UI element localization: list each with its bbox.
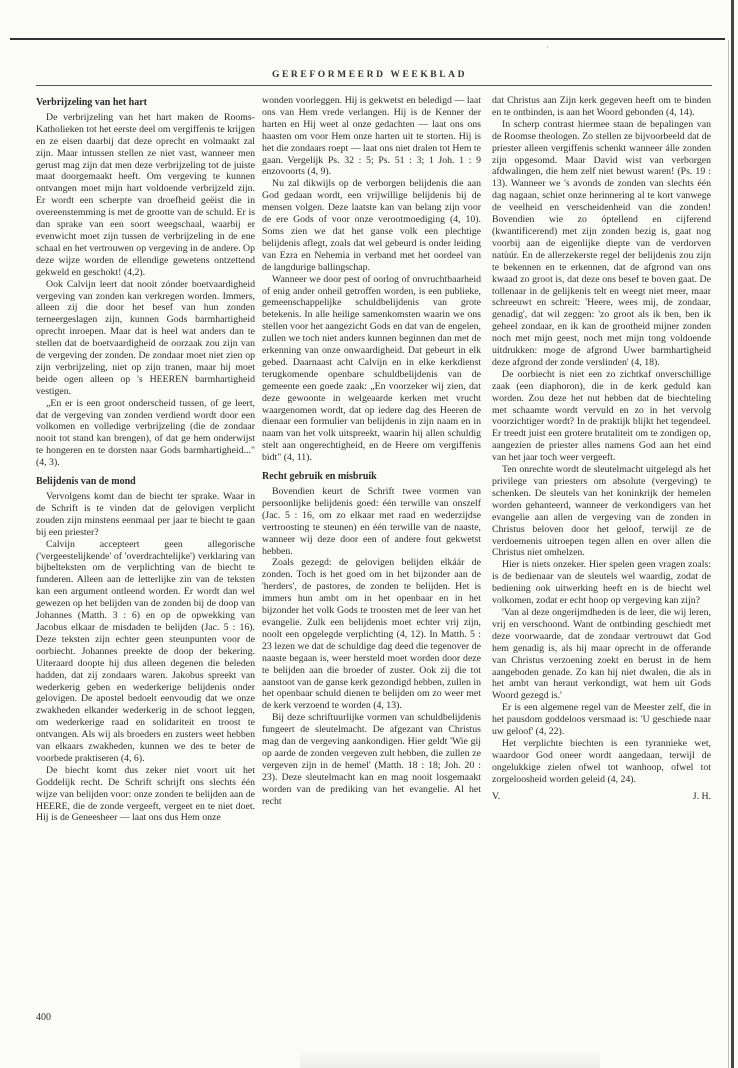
scan-shadow <box>300 1050 600 1068</box>
column-middle <box>262 95 481 807</box>
top-rule <box>10 38 725 40</box>
paragraph: dat Christus aan Zijn kerk gegeven heeft om te binden en te ontbinden, is aan het Woord gebonden (4, 14). <box>492 95 711 118</box>
page-number: 400 <box>36 1012 51 1023</box>
header-rule <box>36 85 712 86</box>
paragraph: De biecht komt dus zeker niet voort uit het Goddelijk recht. De Schrift schrijft ons slechts één wijze van belijden voor: onze zonden te belijden aan de HEERE, die de zonde vergeeft, vergeet en te niet doet. Hij is de Geneesheer — laat ons dus Hem onze <box>36 764 255 824</box>
section-heading: Recht gebruik en misbruik <box>262 471 377 483</box>
paragraph: Bij deze schriftuurlijke vormen van schuldbelijdenis fungeert de sleutelmacht. De afgezant van Christus mag dan de vergeving aankondigen. Hier geldt 'Wie gij op aarde de zonden vergeven zult hebben, die zullen ze vergeven zijn in de hemel' (Matth. 18 : 18; Joh. 20 : 23). Deze sleutelmacht kan en mag nooit losgemaakt worden van de prediking van het evangelie. Al het recht <box>262 712 481 807</box>
signature-line <box>492 791 711 803</box>
signature-initials: J. H. <box>692 790 711 802</box>
paragraph: Ook Calvijn leert dat nooit zónder boetvaardigheid vergeving van zonden kan verkregen worden. Immers, alleen zij die door het besef van hun zonden terneergeslagen zijn, kunnen Gods barmhartigheid oprecht inroepen. Maar dat is heel wat anders dan te stellen dat de boetvaardigheid de oorzaak zou zijn van de vergeving der zonden. De zondaar moet niet zien op zijn verbrijzeling, niet op zijn tranen, maar hij moet beide ogen alleen op 's HEEREN barmhartigheid vestigen. <box>36 278 255 397</box>
paragraph: Het verplichte biechten is een tyrannieke wet, waardoor God oneer wordt aangedaan, terwijl de ongelukkige zielen ofwel tot wanhoop, ofwel tot zorgeloosheid worden geleid (4, 24). <box>492 737 711 785</box>
paragraph: De oorbiecht is niet een zo zichtkaf onverschillige zaak (een diaphoron), die in de kerk geduld kan worden. Zou deze het nut hebben dat de biechteling met schaamte wordt vervuld en zo in het vervolg voorzichtiger wordt? In de praktijk blijkt het tegendeel. Er treedt juist een grotere brutaliteit om te zondigen op, aangezien de priester alles namens God aan het eind van het jaar toch weer vergeeft. <box>492 368 711 464</box>
paragraph: wonden voorleggen. Hij is gekwetst en beledigd — laat ons van Hem vrede verlangen. Hij is de Kenner der harten en Hij weet al onze gedachten — laat ons ons haasten om voor Hem onze harten uit te storten. Hij is het die zondaars roept — laat ons niet dralen tot Hem te gaan. Vergelijk Ps. 32 : 5; Ps. 51 : 3; 1 Joh. 1 : 9 enzovoorts (4, 9). <box>262 95 481 178</box>
paragraph: „En er is een groot onderscheid tussen, of ge leert, dat de vergeving van zonden verdiend wordt door een volkomen en volledige verbrijzeling (die de zondaar nooit tot stand kan brengen), of dat ge hem onderwijst te hongeren en te dorsten naar Gods barmhartigheid..." (4, 3). <box>36 397 255 469</box>
paragraph: Nu zal dikwijls op de verborgen belijdenis die aan God gedaan wordt, een vrijwillige belijdenis bij de mensen volgen. Deze laatste kan van belang zijn voor de ere Gods of voor onze verootmoediging (4, 10). Soms zien we dat het ganse volk een plechtige belijdenis aflegt, zoals dat wel gebeurd is onder leiding van Ezra en Nehemia in verband met het oordeel van de langdurige ballingschap. <box>262 178 481 273</box>
column-right <box>492 95 711 802</box>
page-edge-shadow <box>728 40 729 1068</box>
paragraph: Hier is niets onzeker. Hier spelen geen vragen zoals: is de bedienaar van de sleutels wel waardig, zodat de bediening ook uitwerking heeft en is de biecht wel volkomen, zodat er echt hoop op vergeving kan zijn? <box>492 559 711 607</box>
paragraph: De verbrijzeling van het hart maken de Rooms-Katholieken tot het eerste deel om vergiffenis te krijgen en ze eisen daarbij dat deze oprecht en volmaakt zal zijn. Maar intussen stellen ze niet vast, wanneer men gerust mag zijn dat men deze verbrijzeling tot de juiste maat doorgemaakt heeft. Om vergeving te kunnen ontvangen moet mijn hart voldoende verbrijzeld zijn. Er wordt een scherpte van droefheid geëist die in overeenstemming is met de grootte van de schuld. Er is dan sprake van een soort weegschaal, waarbij er evenwicht moet zijn tussen de verbrijzeling in de ene schaal en het vertrouwen op vergeving in de andere. Op deze wijze worden de ellendige gewetens ontzettend gekweld en geschokt! (4,2). <box>36 111 255 278</box>
paragraph: Er is een algemene regel van de Meester zelf, die in het pausdom goddeloos versmaad is: 'U geschiede naar uw geloof' (4, 22). <box>492 702 711 738</box>
paragraph: Wanneer we door pest of oorlog of onvruchtbaarheid of enig ander onheil getroffen worden, is een publieke, gemeenschappelijke schuldbelijdenis van grote betekenis. In alle heilige samenkomsten waarin we ons stellen voor het aangezicht Gods en dat van de engelen, zullen we toch niet anders kunnen beginnen dan met de erkenning van onze onwaardigheid. Dat gebeurt in elk gebed. Daarnaast acht Calvijn en in elke kerkdienst terugkomende openbare schuldbelijdenis van de gemeente een goede zaak: „En voorzeker wij zien, dat deze gewoonte in welgeaarde kerken met vrucht waargenomen wordt, dat op iedere dag des Heeren de dienaar een formulier van belijdenis in zijn naam en in naam van het volk uitspreekt, waarin hij allen schuldig stelt aan ongerechtigheid, en de Heere om vergiffenis bidt" (4, 11). <box>262 273 481 464</box>
paragraph: Calvijn accepteert geen allegorische ('vergeestelijkende' of 'overdrachtelijke') verklaring van bijbelteksten om de verplichting van de biecht te funderen. Alleen aan de letterlijke zin van de teksten kan een argument ontleend worden. Er wordt dan wel gewezen op het belijden van de zonden bij de doop van Johannes (Matth. 3 : 6) en op de opwekking van Jacobus elkaar de misdaden te belijden (Jac. 5 : 16). Deze teksten zijn echter geen steunpunten voor de oorbiecht. Johannes preekte de doop der bekering. Uiteraard doopte hij dus alleen degenen die beleden hadden, dat zij zondaars waren. Jakobus spreekt van wederkerig geben en wederkerige belijdenis onder gelovigen. De apostel bedoelt eenvoudig dat we onze zwakheden elkander wederkerig in de schoot leggen, om wederkerige raad en solidariteit en troost te ontvangen. Als wij als broeders en zusters weet hebben van elkaars zwakheden, kunnen we des te beter de voorbede praktiseren (4, 6). <box>36 538 255 764</box>
signature-left: V. <box>492 790 501 802</box>
paragraph: Ten onrechte wordt de sleutelmacht uitgelegd als het privilege van priesters om absolute (vergeving) te schenken. De sleutels van het koninkrijk der hemelen worden gehanteerd, wanneer de verkondigers van het evangelie aan allen de vergeving van de zonden in Christus beloven door het geloof, terwijl ze de verdoemenis uitroepen tegen allen en over allen die Christus niet omhelzen. <box>492 464 711 559</box>
section-heading: Verbrijzeling van het hart <box>36 97 148 108</box>
paragraph: In scherp contrast hiermee staan de bepalingen van de Roomse theologen. Zo stellen ze bijvoorbeeld dat de priester alleen vergiffenis schenkt wanneer álle zonden zijn opgesomd. Maar David wist van verborgen afdwalingen, die hem zelf niet bewust waren! (Ps. 19 : 13). Wanneer we 's avonds de zonden van slechts één dag nagaan, schiet onze herinnering al te kort vanwege de veelheid en verscheidenheid van die zonden! Bovendien wie zo óptellend en cijferend (kwantificerend) met zijn zonden bezig is, gaat nog voorbij aan de eigenlijke diepte van de verdorven natùúr. En de allerzekerste regel der belijdenis zou zijn te bekennen en te erkennen, dat de afgrond van ons kwaad zo groot is, dat deze ons besef te boven gaat. De tollenaar in de gelijkenis telt en weegt niet meer, maar schreeuwt en schreit: 'Heere, wees mij, de zondaar, genadig', dat wil zeggen: 'zo groot als ik ben, ben ik geheel zondaar, en ik kan de grootheid mijner zonden noch met mijn geest, noch met mijn tong voldoende uitdrukken: moge de afgrond Uwer barmhartigheid deze afgrond der zonde verslinden' (4, 18). <box>492 118 711 368</box>
paragraph: Bovendien keurt de Schrift twee vormen van persoonlijke belijdenis goed: één terwille van onszelf (Jac. 5 : 16, om zo elkaar met raad en wederzijdse vertroosting te steunen) en één terwille van de naaste, wanneer wij deze door een of andere fout gekwetst hebben. <box>262 486 481 557</box>
paragraph: 'Van al deze ongerijmdheden is de leer, die wij leren, vrij en verschoond. Want de ontbinding geschiedt met deze voorwaarde, dat de zondaar vertrouwt dat God hem genadig is, als hij maar oprecht in de offerande van Christus verzoening zoekt en berust in de hem aangeboden genade. Zo kan hij niet dwalen, die als in het ambt van heraut verkondigt, wat hem uit Gods Woord gezegd is.' <box>492 606 711 702</box>
top-mark: · <box>546 42 549 52</box>
paragraph: Zoals gezegd: de gelovigen belijden elkáár de zonden. Toch is het goed om in het bijzonder aan de 'herders', de pastores, de zonden te belijden. Het is immers hun ambt om in het openbaar en in het bijzonder het volk Gods te troosten met de leer van het evangelie. Zulk een belijdenis moet echter vrij zijn, noolt een opgelegde verplichting (4, 12). In Matth. 5 : 23 lezen we dat de schuldige dag deed die tegenover de naaste begaan is, weer hersteld moet worden door deze te belijden aan die broeder of zuster. Ook zij die tot aanstoot van de ganse kerk gezondigd hebben, zullen in het openbaar schuld dienen te belijden om zo weer met de kerk verzoend te worden (4, 13). <box>262 557 481 712</box>
running-header: GEREFORMEERD WEEKBLAD <box>272 70 468 80</box>
section-heading: Belijdenis van de mond <box>36 476 136 488</box>
page-edge <box>731 0 734 1068</box>
paragraph: Vervolgens komt dan de biecht ter sprake. Waar in de Schrift is te vinden dat de gelovigen verplicht zouden zijn minstens eenmaal per jaar te biecht te gaan bij een priester? <box>36 491 255 538</box>
column-left <box>36 95 255 824</box>
